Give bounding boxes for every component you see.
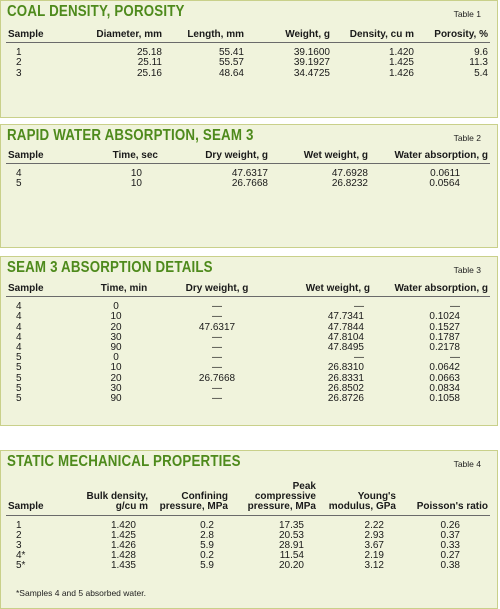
table-row — [6, 353, 490, 363]
column-header: Time, sec — [86, 151, 160, 164]
table-cell: 11.54 — [279, 550, 304, 562]
table-cell: 47.6317 — [231, 168, 268, 180]
table-4-number: Table 4 — [453, 459, 481, 469]
column-header: Density, cu m — [332, 30, 416, 43]
column-header — [230, 482, 318, 515]
column-header-line: modulus, GPa — [328, 501, 396, 513]
table-cell: 4 — [16, 301, 22, 313]
table-cell: 5.4 — [474, 67, 488, 79]
table-cell: 5 — [16, 178, 22, 190]
table-row — [6, 179, 490, 189]
table-cell: 26.8310 — [327, 362, 364, 374]
table-2-title: RAPID WATER ABSORPTION, SEAM 3 — [7, 127, 254, 144]
table-cell: — — [212, 301, 222, 313]
table-4-footnote: *Samples 4 and 5 absorbed water. — [16, 588, 146, 598]
table-cell: 26.8726 — [327, 393, 364, 405]
table-cell: 20.53 — [278, 529, 304, 541]
table-cell: 0.1787 — [429, 331, 460, 343]
table-row — [6, 515, 490, 531]
table-cell: 30 — [110, 382, 122, 394]
table-cell: 2.22 — [364, 519, 384, 531]
table-cell: 47.8104 — [327, 331, 364, 343]
table-cell: 0.2 — [200, 519, 214, 531]
table-row — [6, 69, 490, 79]
table-cell: — — [354, 301, 364, 313]
table-row — [6, 531, 490, 541]
table-cell: 5* — [16, 560, 26, 572]
column-header — [70, 482, 150, 515]
table-cell: 4* — [16, 550, 26, 562]
table-cell: — — [450, 352, 460, 364]
table-cell: — — [212, 382, 222, 394]
table-cell: 0.0564 — [429, 178, 460, 190]
column-header — [150, 482, 230, 515]
table-cell: 17.35 — [278, 519, 304, 531]
table-row — [6, 164, 490, 180]
table-cell: — — [212, 331, 222, 343]
table-row — [6, 312, 490, 322]
table-cell: 28.91 — [278, 540, 304, 552]
column-header: Water absorption, g — [372, 284, 490, 297]
table-row — [6, 323, 490, 333]
table-3-number: Table 3 — [453, 265, 481, 275]
table-cell: — — [212, 342, 222, 354]
table-cell: — — [212, 352, 222, 364]
column-header — [318, 482, 398, 515]
table-row — [6, 384, 490, 394]
table-cell: 5 — [16, 362, 22, 374]
table-cell: 0.0642 — [429, 362, 460, 374]
table-cell: 26.8331 — [327, 372, 364, 384]
table-cell: 0.2 — [200, 550, 214, 562]
table-cell: 47.7844 — [327, 321, 364, 333]
table-cell: 3.12 — [364, 560, 384, 572]
column-header: Wet weight, g — [272, 284, 372, 297]
column-header-line: Sample — [8, 501, 44, 513]
table-cell: 0.27 — [440, 550, 460, 562]
table-cell: 1.426 — [110, 540, 136, 552]
table-row — [6, 43, 490, 59]
table-cell: 26.7668 — [198, 372, 236, 384]
table-cell: 0 — [113, 352, 119, 364]
table-cell: 1.426 — [388, 67, 414, 79]
table-cell: — — [212, 393, 222, 405]
table-1-title: COAL DENSITY, POROSITY — [7, 3, 185, 20]
table-cell: 1.420 — [110, 519, 136, 531]
table-cell: 26.8232 — [331, 178, 368, 190]
table-cell: 0.26 — [440, 519, 460, 531]
table-cell: 0.0663 — [429, 372, 460, 384]
column-header-line: g/cu m — [115, 501, 148, 513]
rapid-absorption-table — [6, 151, 490, 190]
mechanical-properties-table — [6, 482, 490, 572]
table-cell: 4 — [16, 321, 22, 333]
table-cell: 1.425 — [110, 529, 136, 541]
table-row — [6, 394, 490, 404]
table-cell: 0.1058 — [429, 393, 460, 405]
table-row — [6, 374, 490, 384]
column-header: Sample — [6, 284, 86, 297]
table-row — [6, 551, 490, 561]
table-cell: 55.57 — [218, 57, 244, 69]
table-cell: 1.425 — [388, 57, 414, 69]
table-cell: — — [212, 311, 222, 323]
table-cell: 3.67 — [364, 540, 384, 552]
table-cell: 10 — [110, 362, 122, 374]
column-header: Water absorption, g — [370, 151, 490, 164]
table-cell: 5.9 — [200, 540, 214, 552]
table-cell: 48.64 — [218, 67, 244, 79]
table-4-title: STATIC MECHANICAL PROPERTIES — [7, 453, 241, 470]
table-cell: 26.7668 — [231, 178, 268, 190]
table-cell: 4 — [16, 168, 22, 180]
table-cell: 5 — [16, 352, 22, 364]
coal-density-table — [6, 30, 490, 79]
column-header-line: compressive — [254, 491, 316, 503]
table-cell: 90 — [110, 342, 122, 354]
table-cell: 25.18 — [136, 47, 162, 59]
table-cell: 5 — [16, 382, 22, 394]
table-row — [6, 58, 490, 68]
table-1-number: Table 1 — [453, 9, 481, 19]
column-header-line: Peak — [292, 481, 316, 492]
table-3-title: SEAM 3 ABSORPTION DETAILS — [7, 259, 213, 276]
table-row — [6, 333, 490, 343]
column-header: Diameter, mm — [80, 30, 164, 43]
table-cell: 3 — [16, 67, 22, 79]
column-header-line: Confining — [181, 491, 228, 503]
column-header-line: pressure, MPa — [159, 501, 228, 513]
column-header: Sample — [6, 151, 86, 164]
table-row — [6, 363, 490, 373]
table-cell: 39.1927 — [293, 57, 330, 69]
table-cell: 0 — [113, 301, 119, 313]
column-header-line: Young's — [357, 491, 396, 503]
table-cell: 2 — [16, 57, 22, 69]
column-header — [6, 482, 70, 515]
table-cell: 55.41 — [218, 47, 244, 59]
table-cell: 30 — [110, 331, 122, 343]
table-row — [6, 297, 490, 313]
table-cell: 90 — [110, 393, 122, 405]
column-header: Porosity, % — [416, 30, 490, 43]
table-cell: 47.6928 — [331, 168, 368, 180]
column-header — [398, 482, 490, 515]
table-cell: 26.8502 — [327, 382, 364, 394]
table-cell: 20.20 — [278, 560, 304, 572]
column-header: Dry weight, g — [162, 284, 272, 297]
table-cell: 47.8495 — [327, 342, 364, 354]
table-cell: 0.2178 — [429, 342, 460, 354]
table-cell: 1.435 — [110, 560, 136, 572]
column-header-line: Poisson's ratio — [416, 501, 488, 513]
table-cell: 1.420 — [388, 47, 414, 59]
column-header: Time, min — [86, 284, 162, 297]
table-cell: 0.0834 — [429, 382, 460, 394]
table-cell: 0.0611 — [430, 168, 460, 180]
table-cell: 10 — [130, 168, 142, 180]
table-cell: 10 — [130, 178, 142, 190]
column-header: Wet weight, g — [270, 151, 370, 164]
table-cell: 2 — [16, 529, 22, 541]
table-2-number: Table 2 — [453, 133, 481, 143]
table-cell: 20 — [110, 372, 122, 384]
table-cell: 1 — [16, 47, 22, 59]
column-header-line: Bulk density, — [86, 491, 148, 503]
table-cell: 0.1024 — [429, 311, 460, 323]
table-row — [6, 541, 490, 551]
table-cell: 0.33 — [440, 540, 460, 552]
table-cell: 1.428 — [110, 550, 136, 562]
table-cell: 11.3 — [469, 57, 488, 69]
table-cell: 20 — [110, 321, 122, 333]
table-cell: 5.9 — [200, 560, 214, 572]
table-cell: 0.37 — [440, 529, 460, 541]
column-header: Length, mm — [164, 30, 246, 43]
column-header: Weight, g — [246, 30, 332, 43]
table-cell: 4 — [16, 311, 22, 323]
table-cell: 0.38 — [440, 560, 460, 572]
table-cell: 25.11 — [137, 57, 162, 69]
table-cell: 5 — [16, 372, 22, 384]
table-cell: 4 — [16, 342, 22, 354]
table-cell: 3 — [16, 540, 22, 552]
column-header: Dry weight, g — [160, 151, 270, 164]
table-cell: 47.6317 — [198, 321, 236, 333]
table-cell: — — [212, 362, 222, 374]
table-cell: 2.93 — [364, 529, 384, 541]
table-cell: 34.4725 — [293, 67, 330, 79]
table-cell: 39.1600 — [293, 47, 330, 59]
table-cell: 2.19 — [364, 550, 384, 562]
table-cell: 0.1527 — [429, 321, 460, 333]
table-row — [6, 561, 490, 571]
table-cell: 10 — [110, 311, 122, 323]
table-cell: 5 — [16, 393, 22, 405]
table-cell: 47.7341 — [327, 311, 364, 323]
table-cell: 25.16 — [136, 67, 162, 79]
table-cell: 9.6 — [474, 47, 488, 59]
table-cell: — — [450, 301, 460, 313]
table-cell: 4 — [16, 331, 22, 343]
column-header: Sample — [6, 30, 80, 43]
table-cell: 2.8 — [200, 529, 214, 541]
table-cell: — — [354, 352, 364, 364]
table-cell: 1 — [16, 519, 22, 531]
column-header-line: pressure, MPa — [247, 501, 316, 513]
table-row — [6, 343, 490, 353]
absorption-details-table — [6, 284, 490, 404]
